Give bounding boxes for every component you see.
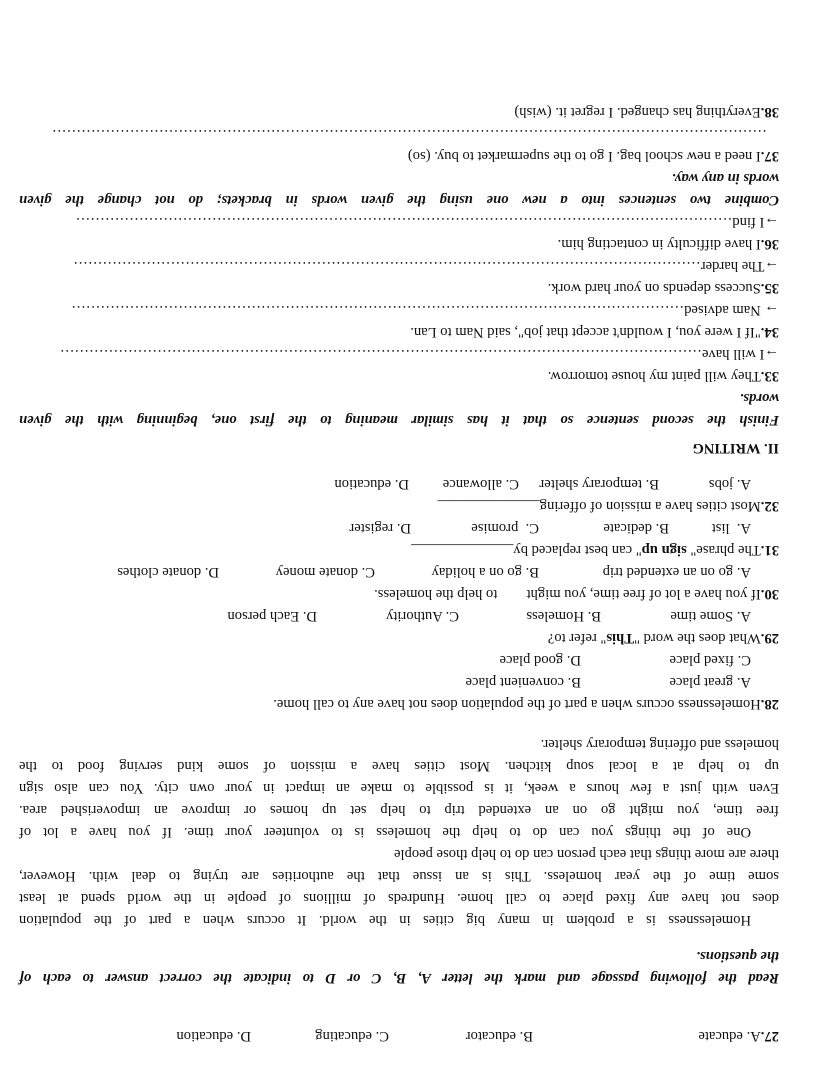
combine-item-37	[19, 123, 779, 167]
rewrite-item-34	[19, 299, 779, 343]
item-number: 36.	[760, 236, 779, 252]
question-28-stem	[19, 693, 779, 715]
reading-instruction	[19, 945, 779, 989]
question-31-options	[19, 517, 779, 539]
instruction-line: words.	[739, 390, 779, 406]
passage-line: does not have any fixed place to call home. Hundreds of millions of people in the world spend at least	[19, 890, 779, 906]
question-text: Homelessness occurs when a part of the population does not have any to call home.	[273, 696, 761, 712]
option-a: A. list	[711, 520, 751, 536]
option-b: B. convenient place	[465, 674, 581, 690]
answer-line: →I will have……………………………………………………………………………………………………………………	[59, 346, 779, 362]
question-text-before: What does the word "	[634, 630, 761, 646]
passage-line: there are more things that each person can do to help those people	[394, 846, 779, 862]
option-a: A. jobs	[708, 476, 751, 492]
question-number: 27.	[760, 1028, 779, 1044]
writing-instruction	[19, 387, 779, 431]
question-number: 29.	[760, 630, 779, 646]
worksheet-content	[19, 101, 779, 1047]
option-b: B. Homeless	[526, 608, 601, 624]
question-28-options-row-2	[19, 649, 779, 671]
combine-instruction	[19, 167, 779, 211]
question-32-stem	[19, 495, 779, 517]
option-c: C. donate money	[275, 564, 375, 580]
instruction-line: Combine two sentences into a new one using the given words in brackets; do not change the given	[19, 192, 779, 208]
question-number: 32.	[760, 498, 779, 514]
item-text: I have difficulty in contacting him.	[557, 236, 761, 252]
rewrite-item-35	[19, 255, 779, 299]
option-c: C. promise	[471, 520, 539, 536]
option-d: D. register	[349, 520, 411, 536]
question-number: 31.	[760, 542, 779, 558]
question-32-options	[19, 473, 779, 495]
question-number: 30.	[760, 586, 779, 602]
passage-line	[19, 865, 779, 887]
question-text-bold: This	[606, 630, 635, 646]
option-d: D. good place	[499, 652, 581, 668]
option-b: B. temporary shelter	[539, 476, 659, 492]
question-27	[19, 1025, 779, 1047]
passage-text: some time of the year homeless. This is an issue that the authorities are trying to deal with. However,	[19, 868, 779, 884]
rewrite-item-36	[19, 211, 779, 255]
option-d: D. Each person	[227, 608, 317, 624]
item-text: Everything has changed. I regret it. (wish)	[514, 104, 761, 120]
question-text: Most cities have a mission of offering______________	[437, 498, 761, 514]
question-text-after: " refer to?	[547, 630, 607, 646]
option-d: D. donate clothes	[117, 564, 219, 580]
option-a: A. Some time	[670, 608, 751, 624]
item-number: 38.	[760, 104, 779, 120]
option-a: A. go on an extended trip	[602, 564, 751, 580]
question-text-bold: sign up	[641, 542, 687, 558]
passage-line: One of the things you can do to help the homeless is to volunteer your time. If you have a lot of	[19, 824, 751, 840]
passage-line: up to help at a local soup kitchen. Most cities have a mission of some kind serving food to the	[19, 758, 779, 774]
answer-line: → Nam advised………………………………………………………………………………………………………………	[71, 302, 779, 318]
question-31-stem	[19, 539, 779, 561]
item-text: Success depends on your hard work.	[547, 280, 761, 296]
option-b: B. go on a holiday	[431, 564, 539, 580]
item-text: They will paint my house tomorrow.	[547, 368, 761, 384]
option-d: D. education	[176, 1028, 251, 1044]
answer-line: …………………………………………………………………………………………………………………………………	[51, 126, 767, 142]
question-text-after: " can best replaced by______________	[411, 542, 642, 558]
instruction-line: the questions.	[696, 948, 779, 964]
question-30-stem	[19, 583, 779, 605]
instruction-line: Finish the second sentence so that it has similar meaning to the first one, beginning with the given	[19, 412, 779, 428]
question-text: If you have a lot of free time, you might to help the homeless.	[374, 586, 761, 602]
option-b: B. educator	[465, 1028, 533, 1044]
passage-line: Homelessness is a problem in many big cities in the world. It occurs when a part of the population	[19, 912, 751, 928]
option-c: C. educating	[315, 1028, 389, 1044]
item-text: "If I were you, I wouldn't accept that job", said Nam to Lan.	[410, 324, 761, 340]
combine-item-38	[19, 101, 779, 123]
option-a: A. great place	[669, 674, 751, 690]
instruction-line: words in any way.	[671, 170, 779, 186]
question-30-options	[19, 561, 779, 583]
passage-line: Even with just a few hours a week, it is possible to make an impact in your own city. You can also sign	[19, 780, 779, 796]
option-b: B. dedicate	[603, 520, 669, 536]
option-a: A. educate	[698, 1028, 761, 1044]
question-29-stem	[19, 627, 779, 649]
reading-passage	[19, 733, 779, 931]
question-number: 28.	[760, 696, 779, 712]
option-d: D. education	[334, 476, 409, 492]
question-28-options-row-1	[19, 671, 779, 693]
item-number: 33.	[760, 368, 779, 384]
passage-line: homeless and offering temporary shelter.	[540, 736, 779, 752]
option-c: C. fixed place	[669, 652, 751, 668]
item-number: 34.	[760, 324, 779, 340]
option-c: C. Authority	[386, 608, 459, 624]
option-c: C. allowance	[442, 476, 519, 492]
passage-line: free time, you might go on an extended trip to help set up homes or improve an impoverished area.	[19, 802, 779, 818]
item-number: 37.	[760, 148, 779, 164]
writing-section-title: II. WRITING	[692, 440, 779, 456]
instruction-line: Read the following passage and mark the letter A, B, C or D to indicate the correct answer to each of	[19, 970, 779, 986]
item-text: I need a new school bag. I go to the supermarket to buy. (so)	[407, 148, 761, 164]
rewrite-item-33	[19, 343, 779, 387]
item-number: 35.	[760, 280, 779, 296]
answer-line: →I find………………………………………………………………………………………………………………………	[75, 214, 779, 230]
question-text-before: The phrase"	[686, 542, 761, 558]
answer-line: →The harder…………………………………………………………………………………………………………………	[73, 258, 779, 274]
question-29-options	[19, 605, 779, 627]
